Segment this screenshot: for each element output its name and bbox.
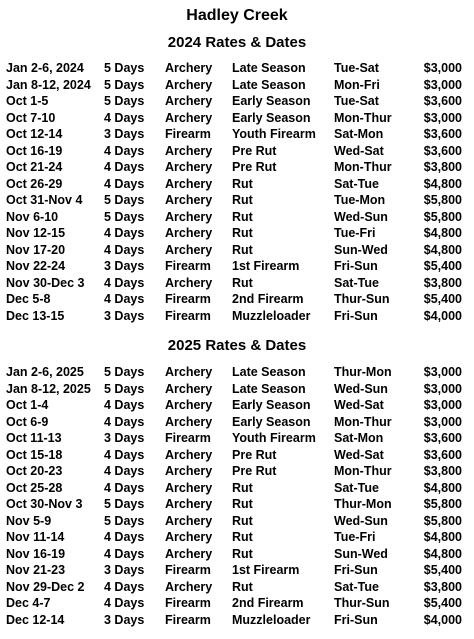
row-dates: Oct 15-18 bbox=[6, 447, 63, 462]
row-price: $3,000 bbox=[423, 110, 462, 125]
row-dates: Jan 8-12, 2025 bbox=[6, 381, 91, 396]
row-weapon: Archery bbox=[165, 110, 213, 125]
row-weapon: Archery bbox=[165, 579, 213, 594]
row-days: 5 Days bbox=[104, 381, 145, 396]
row-dates: Dec 5-8 bbox=[6, 292, 51, 306]
row-price: $3,000 bbox=[423, 61, 462, 75]
row-season: Early Season bbox=[232, 110, 311, 125]
row-season: Rut bbox=[232, 546, 253, 561]
row-weekdays: Wed-Sun bbox=[334, 209, 388, 224]
row-days: 5 Days bbox=[104, 497, 145, 511]
row-weekdays: Thur-Sun bbox=[334, 596, 390, 610]
row-season: Early Season bbox=[232, 398, 311, 412]
table-row bbox=[0, 275, 474, 292]
row-season: Youth Firearm bbox=[232, 431, 316, 445]
row-price: $5,400 bbox=[423, 292, 462, 306]
row-dates: Dec 12-14 bbox=[6, 612, 65, 627]
row-weekdays: Tue-Mon bbox=[334, 193, 386, 207]
row-price: $3,000 bbox=[423, 381, 462, 396]
row-dates: Oct 16-19 bbox=[6, 143, 63, 158]
row-dates: Oct 25-28 bbox=[6, 480, 63, 495]
row-dates: Dec 4-7 bbox=[6, 596, 51, 610]
row-weekdays: Sun-Wed bbox=[334, 242, 388, 257]
row-weapon: Archery bbox=[165, 414, 213, 429]
row-weapon: Firearm bbox=[165, 612, 211, 627]
row-weekdays: Thur-Mon bbox=[334, 365, 392, 379]
row-price: $3,800 bbox=[423, 464, 462, 478]
row-price: $5,400 bbox=[423, 259, 462, 273]
row-season: Rut bbox=[232, 579, 253, 594]
table-row bbox=[0, 447, 474, 464]
row-dates: Oct 30-Nov 3 bbox=[6, 497, 83, 511]
row-dates: Oct 31-Nov 4 bbox=[6, 193, 83, 207]
row-dates: Nov 6-10 bbox=[6, 209, 59, 224]
row-days: 4 Days bbox=[104, 110, 145, 125]
row-season: Early Season bbox=[232, 94, 311, 108]
row-price: $5,800 bbox=[423, 497, 462, 511]
row-weekdays: Thur-Sun bbox=[334, 292, 390, 306]
row-weekdays: Wed-Sun bbox=[334, 513, 388, 528]
row-weapon: Archery bbox=[165, 447, 213, 462]
row-dates: Oct 1-4 bbox=[6, 398, 49, 412]
row-price: $4,000 bbox=[423, 308, 462, 323]
row-weekdays: Sat-Tue bbox=[334, 176, 379, 191]
table-row bbox=[0, 513, 474, 530]
row-days: 3 Days bbox=[104, 127, 145, 141]
row-weekdays: Fri-Sun bbox=[334, 308, 378, 323]
table-row bbox=[0, 480, 474, 497]
row-dates: Oct 11-13 bbox=[6, 431, 62, 445]
row-weekdays: Tue-Fri bbox=[334, 226, 376, 240]
row-days: 5 Days bbox=[104, 513, 145, 528]
table-row bbox=[0, 159, 474, 176]
row-days: 5 Days bbox=[104, 365, 145, 379]
table-row bbox=[0, 546, 474, 563]
row-weapon: Archery bbox=[165, 546, 213, 561]
row-days: 3 Days bbox=[104, 431, 145, 445]
row-days: 5 Days bbox=[104, 209, 145, 224]
row-weekdays: Wed-Sun bbox=[334, 381, 388, 396]
table-row bbox=[0, 225, 474, 242]
row-days: 4 Days bbox=[104, 530, 145, 544]
row-dates: Jan 2-6, 2024 bbox=[6, 61, 84, 75]
row-days: 3 Days bbox=[104, 308, 145, 323]
row-season: Pre Rut bbox=[232, 143, 277, 158]
row-weapon: Archery bbox=[165, 94, 213, 108]
row-price: $3,800 bbox=[423, 160, 462, 174]
table-row bbox=[0, 397, 474, 414]
row-price: $3,600 bbox=[423, 94, 462, 108]
row-season: 2nd Firearm bbox=[232, 292, 304, 306]
row-weapon: Archery bbox=[165, 513, 213, 528]
row-dates: Oct 20-23 bbox=[6, 464, 63, 478]
row-weekdays: Mon-Fri bbox=[334, 77, 380, 92]
table-row bbox=[0, 176, 474, 193]
row-weekdays: Sat-Tue bbox=[334, 579, 379, 594]
table-row bbox=[0, 612, 474, 629]
row-season: Pre Rut bbox=[232, 464, 277, 478]
row-weekdays: Sat-Mon bbox=[334, 127, 384, 141]
row-weapon: Firearm bbox=[165, 563, 211, 577]
row-weekdays: Fri-Sun bbox=[334, 259, 378, 273]
row-weekdays: Tue-Sat bbox=[334, 94, 379, 108]
row-weekdays: Fri-Sun bbox=[334, 612, 378, 627]
row-days: 4 Days bbox=[104, 398, 145, 412]
row-days: 3 Days bbox=[104, 612, 145, 627]
row-weekdays: Wed-Sat bbox=[334, 143, 384, 158]
row-weekdays: Wed-Sat bbox=[334, 398, 384, 412]
row-price: $3,000 bbox=[423, 365, 462, 379]
table-row bbox=[0, 126, 474, 143]
row-season: Muzzleloader bbox=[232, 308, 311, 323]
row-days: 4 Days bbox=[104, 464, 145, 478]
table-row bbox=[0, 529, 474, 546]
row-days: 4 Days bbox=[104, 226, 145, 240]
table-row bbox=[0, 595, 474, 612]
row-weekdays: Mon-Thur bbox=[334, 414, 392, 429]
row-weapon: Archery bbox=[165, 275, 213, 290]
row-weapon: Firearm bbox=[165, 431, 211, 445]
row-weapon: Archery bbox=[165, 176, 213, 191]
row-dates: Oct 26-29 bbox=[6, 176, 63, 191]
row-price: $4,800 bbox=[423, 226, 462, 240]
row-season: Late Season bbox=[232, 381, 306, 396]
row-dates: Nov 22-24 bbox=[6, 259, 66, 273]
row-season: 1st Firearm bbox=[232, 259, 300, 273]
row-dates: Nov 5-9 bbox=[6, 513, 52, 528]
row-season: Rut bbox=[232, 530, 253, 544]
row-dates: Nov 11-14 bbox=[6, 530, 65, 544]
rates-table-2024 bbox=[0, 60, 474, 324]
row-weapon: Archery bbox=[165, 464, 213, 478]
row-days: 4 Days bbox=[104, 414, 145, 429]
row-dates: Jan 8-12, 2024 bbox=[6, 77, 91, 92]
page-title: Hadley Creek bbox=[186, 7, 288, 24]
table-row bbox=[0, 562, 474, 579]
row-dates: Nov 12-15 bbox=[6, 226, 66, 240]
row-weapon: Archery bbox=[165, 480, 213, 495]
row-days: 4 Days bbox=[104, 480, 145, 495]
row-dates: Nov 30-Dec 3 bbox=[6, 275, 85, 290]
row-weapon: Archery bbox=[165, 143, 213, 158]
row-weekdays: Mon-Thur bbox=[334, 464, 392, 478]
row-weekdays: Sun-Wed bbox=[334, 546, 388, 561]
row-season: Muzzleloader bbox=[232, 612, 311, 627]
row-days: 4 Days bbox=[104, 292, 145, 306]
row-weapon: Firearm bbox=[165, 292, 211, 306]
row-season: Late Season bbox=[232, 61, 306, 75]
table-row bbox=[0, 93, 474, 110]
row-price: $4,800 bbox=[423, 242, 462, 257]
row-days: 5 Days bbox=[104, 193, 145, 207]
row-price: $4,800 bbox=[423, 176, 462, 191]
row-price: $4,000 bbox=[423, 612, 462, 627]
row-weapon: Firearm bbox=[165, 127, 211, 141]
row-season: Early Season bbox=[232, 414, 311, 429]
row-days: 5 Days bbox=[104, 77, 145, 92]
row-price: $3,800 bbox=[423, 275, 462, 290]
table-row bbox=[0, 242, 474, 259]
row-days: 5 Days bbox=[104, 94, 145, 108]
table-row bbox=[0, 209, 474, 226]
row-dates: Jan 2-6, 2025 bbox=[6, 365, 84, 379]
row-season: Late Season bbox=[232, 365, 306, 379]
row-days: 4 Days bbox=[104, 596, 145, 610]
table-row bbox=[0, 579, 474, 596]
row-price: $5,800 bbox=[423, 513, 462, 528]
row-price: $4,800 bbox=[423, 480, 462, 495]
row-weekdays: Tue-Sat bbox=[334, 61, 379, 75]
row-season: Rut bbox=[232, 176, 253, 191]
row-dates: Oct 6-9 bbox=[6, 414, 49, 429]
table-row bbox=[0, 430, 474, 447]
row-weekdays: Sat-Tue bbox=[334, 480, 379, 495]
row-season: Rut bbox=[232, 209, 253, 224]
row-price: $5,400 bbox=[423, 563, 462, 577]
row-weapon: Archery bbox=[165, 381, 213, 396]
table-row bbox=[0, 414, 474, 431]
row-dates: Oct 7-10 bbox=[6, 110, 56, 125]
row-weapon: Archery bbox=[165, 497, 213, 511]
row-weekdays: Wed-Sat bbox=[334, 447, 384, 462]
table-row bbox=[0, 258, 474, 275]
row-price: $3,600 bbox=[423, 447, 462, 462]
row-weekdays: Mon-Thur bbox=[334, 110, 392, 125]
table-row bbox=[0, 143, 474, 160]
row-days: 4 Days bbox=[104, 579, 145, 594]
row-season: Rut bbox=[232, 242, 253, 257]
row-price: $3,000 bbox=[423, 414, 462, 429]
row-weekdays: Fri-Sun bbox=[334, 563, 378, 577]
row-price: $3,600 bbox=[423, 431, 462, 445]
row-weapon: Archery bbox=[165, 226, 213, 240]
row-price: $4,800 bbox=[423, 530, 462, 544]
table-row bbox=[0, 60, 474, 77]
row-days: 4 Days bbox=[104, 242, 145, 257]
row-weapon: Archery bbox=[165, 242, 213, 257]
row-days: 4 Days bbox=[104, 447, 145, 462]
row-price: $5,400 bbox=[423, 596, 462, 610]
row-weapon: Firearm bbox=[165, 259, 211, 273]
row-season: Rut bbox=[232, 497, 253, 511]
table-row bbox=[0, 381, 474, 398]
row-weapon: Archery bbox=[165, 209, 213, 224]
row-season: Pre Rut bbox=[232, 447, 277, 462]
table-row bbox=[0, 291, 474, 308]
row-season: Rut bbox=[232, 275, 253, 290]
row-price: $5,800 bbox=[423, 209, 462, 224]
row-dates: Nov 29-Dec 2 bbox=[6, 579, 85, 594]
row-dates: Nov 16-19 bbox=[6, 546, 66, 561]
row-days: 5 Days bbox=[104, 61, 145, 75]
row-season: Rut bbox=[232, 513, 253, 528]
row-weapon: Archery bbox=[165, 365, 213, 379]
row-season: Pre Rut bbox=[232, 160, 277, 174]
row-dates: Nov 21-23 bbox=[6, 563, 66, 577]
row-weapon: Archery bbox=[165, 193, 213, 207]
table-row bbox=[0, 364, 474, 381]
row-days: 4 Days bbox=[104, 143, 145, 158]
row-weekdays: Thur-Mon bbox=[334, 497, 392, 511]
row-weapon: Firearm bbox=[165, 596, 211, 610]
row-price: $4,800 bbox=[423, 546, 462, 561]
row-weekdays: Sat-Tue bbox=[334, 275, 379, 290]
rates-table-2025 bbox=[0, 364, 474, 628]
row-dates: Dec 13-15 bbox=[6, 308, 65, 323]
row-price: $3,600 bbox=[423, 127, 462, 141]
row-dates: Nov 17-20 bbox=[6, 242, 66, 257]
row-season: Rut bbox=[232, 193, 253, 207]
row-price: $3,000 bbox=[423, 398, 462, 412]
row-weapon: Firearm bbox=[165, 308, 211, 323]
table-row bbox=[0, 77, 474, 94]
row-price: $3,600 bbox=[423, 143, 462, 158]
row-weapon: Archery bbox=[165, 160, 213, 174]
table-row bbox=[0, 192, 474, 209]
row-weapon: Archery bbox=[165, 530, 213, 544]
section-heading-2024: 2024 Rates & Dates bbox=[167, 34, 307, 51]
row-season: Late Season bbox=[232, 77, 306, 92]
row-price: $3,800 bbox=[423, 579, 462, 594]
row-days: 4 Days bbox=[104, 546, 145, 561]
row-days: 3 Days bbox=[104, 259, 145, 273]
row-weapon: Archery bbox=[165, 398, 213, 412]
row-price: $3,000 bbox=[423, 77, 462, 92]
row-price: $5,800 bbox=[423, 193, 462, 207]
table-row bbox=[0, 463, 474, 480]
row-dates: Oct 21-24 bbox=[6, 160, 63, 174]
row-season: 2nd Firearm bbox=[232, 596, 304, 610]
row-season: 1st Firearm bbox=[232, 563, 300, 577]
row-weapon: Archery bbox=[165, 77, 213, 92]
table-row bbox=[0, 308, 474, 325]
row-weapon: Archery bbox=[165, 61, 213, 75]
table-row bbox=[0, 496, 474, 513]
row-season: Rut bbox=[232, 480, 253, 495]
table-row bbox=[0, 110, 474, 127]
row-days: 4 Days bbox=[104, 275, 145, 290]
row-days: 4 Days bbox=[104, 160, 145, 174]
row-weekdays: Mon-Thur bbox=[334, 160, 392, 174]
row-days: 4 Days bbox=[104, 176, 145, 191]
row-weekdays: Tue-Fri bbox=[334, 530, 376, 544]
row-season: Youth Firearm bbox=[232, 127, 316, 141]
row-dates: Oct 12-14 bbox=[6, 127, 63, 141]
row-days: 3 Days bbox=[104, 563, 145, 577]
row-dates: Oct 1-5 bbox=[6, 94, 49, 108]
row-weekdays: Sat-Mon bbox=[334, 431, 384, 445]
row-season: Rut bbox=[232, 226, 253, 240]
section-heading-2025: 2025 Rates & Dates bbox=[167, 337, 307, 354]
